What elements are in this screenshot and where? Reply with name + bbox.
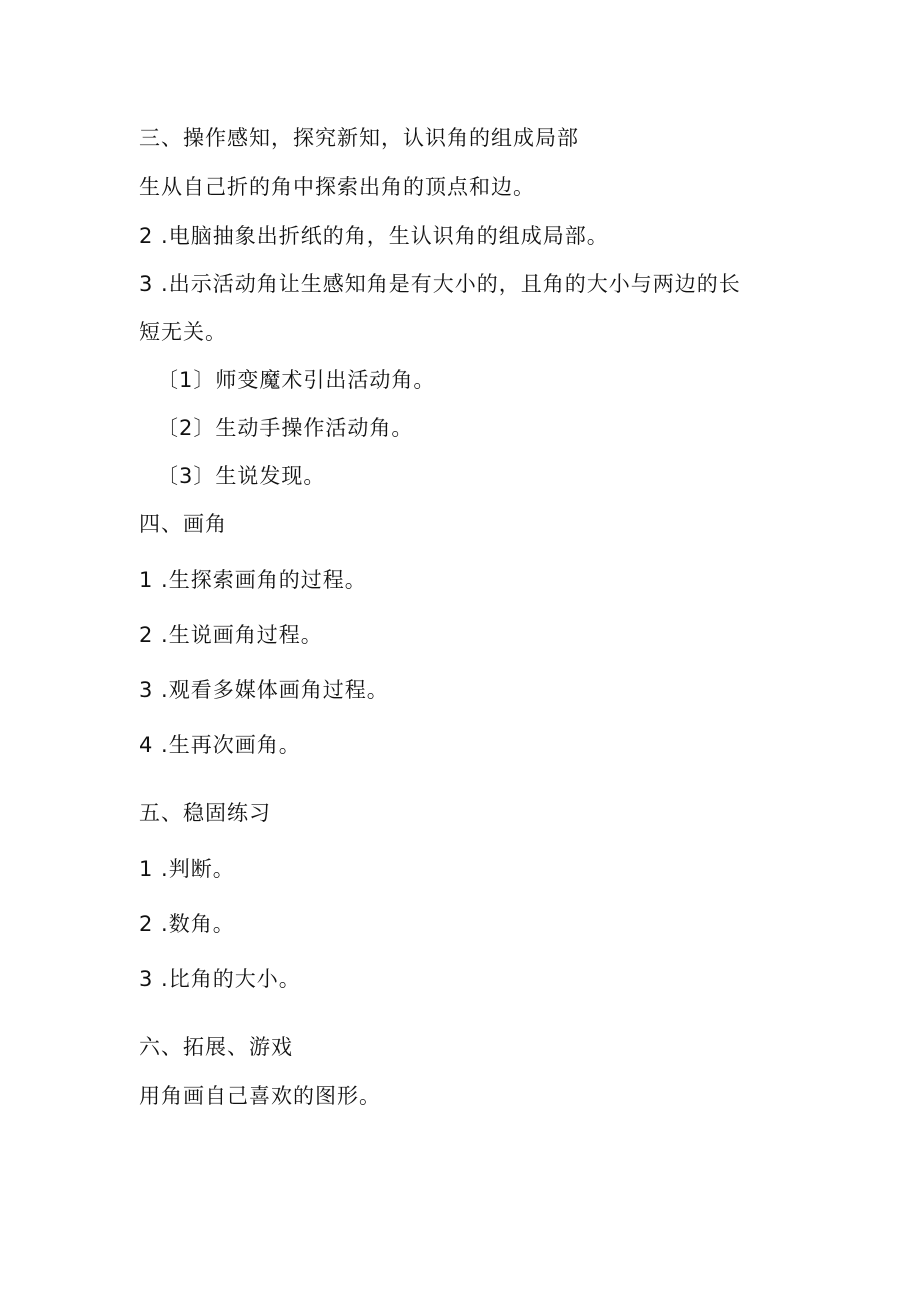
list-item: 4 .生再次画角。 bbox=[139, 733, 301, 757]
paragraph-line: 短无关。 bbox=[139, 320, 227, 344]
paragraph-line: 生从自己折的角中探索出角的顶点和边。 bbox=[139, 175, 535, 199]
section-heading-5: 五、稳固练习 bbox=[139, 801, 271, 825]
section-heading-3: 三、操作感知，探究新知，认识角的组成局部 bbox=[139, 126, 579, 150]
list-item: 1 .生探索画角的过程。 bbox=[139, 568, 367, 592]
list-item: 1 .判断。 bbox=[139, 857, 235, 881]
section-heading-4: 四、画角 bbox=[139, 512, 227, 536]
list-item: 2 .电脑抽象出折纸的角，生认识角的组成局部。 bbox=[139, 224, 609, 248]
sub-list-item: 〔2〕生动手操作活动角。 bbox=[157, 416, 414, 440]
list-item: 3 .比角的大小。 bbox=[139, 967, 301, 991]
list-item: 2 .生说画角过程。 bbox=[139, 623, 323, 647]
section-heading-6: 六、拓展、游戏 bbox=[139, 1035, 293, 1059]
list-item: 3 .出示活动角让生感知角是有大小的，且角的大小与两边的长 bbox=[139, 272, 741, 296]
sub-list-item: 〔1〕师变魔术引出活动角。 bbox=[157, 368, 436, 392]
list-item: 2 .数角。 bbox=[139, 912, 235, 936]
paragraph-line: 用角画自己喜欢的图形。 bbox=[139, 1084, 381, 1108]
list-item: 3 .观看多媒体画角过程。 bbox=[139, 678, 389, 702]
sub-list-item: 〔3〕生说发现。 bbox=[157, 464, 326, 488]
